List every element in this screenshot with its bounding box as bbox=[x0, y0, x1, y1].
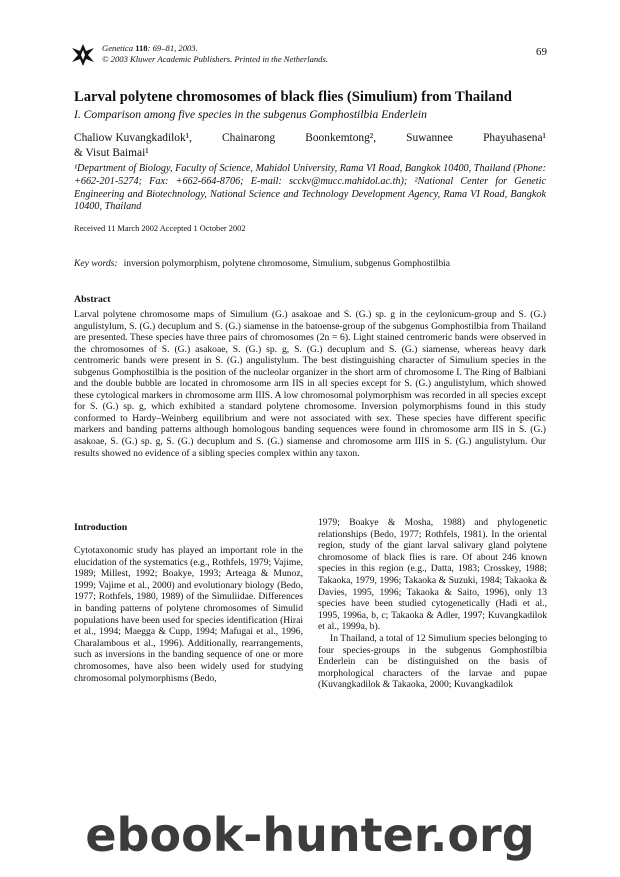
keywords-list: inversion polymorphism, polytene chromosome, Simulium, subgenus Gomphostilbia bbox=[123, 258, 451, 269]
intro-paragraph: 1979; Boakye & Mosha, 1988) and phylogenetic relationships (Bedo, 1977; Rothfels, 1981). In the oriental region, study of the giant larval salivary gland polytene chromosome of black flies is rare. Of about 246 known species in this region (e.g., Datta, 1983; Crosskey, 1988; Takaoka, 1979, 1996; Takaoka & Suzuki, 1984; Takaoka & Davies, 1995, 1996; Takaoka & Saito, 1996), only 13 species have been studied cytogenetically (Hadi et al., 1995, 1996a, b, c; Takaoka & Adler, 1997; Kuvangkadilok et al., 1999a, b). bbox=[318, 517, 547, 633]
intro-paragraph: Cytotaxonomic study has played an important role in the elucidation of the systematics (e.g., Rothfels, 1979; Vajime, 1989; Millest, 1992; Boakye, 1993; Arteaga & Munoz, 1999; Vajime et al., 2000) and evolutionary biology (Bedo, 1977; Rothfels, 1980, 1989) of the Simuliidae. Differences in banding patterns of polytene chromosomes of Simulid populations have been used for species identification (Hirai et al., 1994; Maegga & Cupp, 1994; Mafugai et al., 1996, Charalambous et al., 1996). Additionally, rearrangements, such as inversions in the banding sequence of one or more chromosomes, have also been widely used for studying chromosomal polymorphisms (Bedo, bbox=[74, 545, 303, 684]
article-subtitle: I. Comparison among five species in the subgenus Gomphostilbia Enderlein bbox=[74, 108, 427, 121]
abstract-heading: Abstract bbox=[74, 294, 111, 305]
affiliations: ¹Department of Biology, Faculty of Science, Mahidol University, Rama VI Road, Bangkok 10400, Thailand (Phone: +662-201-5274; Fax: +662-664-8706; E-mail: scckv@mucc.mahidol.ac.th); ²National Center for Genetic Engineering and Biotechnology, National Science and Technology Development Agency, Rama VI Road, Bangkok 10400, Thailand bbox=[74, 163, 546, 213]
abstract-text: Larval polytene chromosome maps of Simulium (G.) asakoae and S. (G.) sp. g in the ceylonicum-group and S. (G.) angulistylum, S. (G.) decuplum and S. (G.) siamense in the batoense-group of the subgenus Gomphostilbia from Thailand are presented. These species have three pairs of chromosomes (2n = 6). Light stained centromeric bands were observed in the chromosomes of S. (G.) asakoae, S. (G.) sp. g, S. (G.) decuplum and S. (G.) siamense, whereas heavy dark centromeric bands were present in S. (G.) angulistylum. The best distinguishing character of Simulium species in the subgenus Gomphostilbia is the position of the nucleolar organizer in the short arm of chromosome I. The Ring of Balbiani and the double bubble are located in chromosome arm IIS in all species except for S. (G.) angulistylum, which showed these cytological markers in chromosome arm IIIS. A low chromosomal polymorphism was recorded in all species except for S. (G.) sp. g, which exhibited a standard polytene chromosome. Inversion polymorphisms found in this study conformed to Hardy–Weinberg equilibrium and were not associated with sex. These species have different specific markers and banding patterns although homologous banding sequences were found in chromosome arm IIS in S. (G.) asakoae, S. (G.) sp. g, S. (G.) decuplum and S. (G.) siamense and chromosome arm IIIS in S. (G.) angulistylum. Our results showed no evidence of a sibling species complex within any taxon. bbox=[74, 309, 546, 459]
copyright-line: © 2003 Kluwer Academic Publishers. Printed in the Netherlands. bbox=[102, 54, 328, 64]
author-name: Suwannee bbox=[406, 132, 453, 144]
page-number: 69 bbox=[536, 46, 547, 58]
journal-pages: 69–81, 2003. bbox=[152, 43, 198, 53]
keywords-label: Key words: bbox=[74, 258, 118, 269]
author-name: Phayuhasena¹ bbox=[483, 132, 546, 144]
author-name: Boonkemtong², bbox=[305, 132, 377, 144]
publisher-logo-icon bbox=[72, 44, 94, 66]
received-dates: Received 11 March 2002 Accepted 1 October 2002 bbox=[74, 224, 246, 233]
watermark-text: ebook-hunter.org bbox=[85, 808, 535, 862]
keywords bbox=[74, 258, 450, 269]
intro-left-column bbox=[74, 545, 303, 684]
author-name: & Visut Baimai¹ bbox=[74, 147, 149, 159]
article-title: Larval polytene chromosomes of black flies (Simulium) from Thailand bbox=[74, 89, 512, 105]
journal-volume: 118 bbox=[135, 43, 148, 53]
intro-right-column bbox=[318, 517, 547, 691]
author-list bbox=[74, 131, 546, 161]
introduction-heading: Introduction bbox=[74, 522, 128, 533]
author-name: Chaliow Kuvangkadilok¹, bbox=[74, 132, 192, 144]
author-name: Chainarong bbox=[222, 132, 276, 144]
intro-paragraph: In Thailand, a total of 12 Simulium species belonging to four species-groups in the subgenus Gomphostilbia Enderlein can be distinguished on the basis of morphological characters of the larvae and pupae (Kuvangkadilok & Takaoka, 2000; Kuvangkadilok bbox=[318, 632, 547, 691]
journal-name: Genetica bbox=[102, 43, 134, 53]
journal-citation: Genetica 118: 69–81, 2003. © 2003 Kluwer Academic Publishers. Printed in the Netherlands. bbox=[102, 43, 328, 64]
